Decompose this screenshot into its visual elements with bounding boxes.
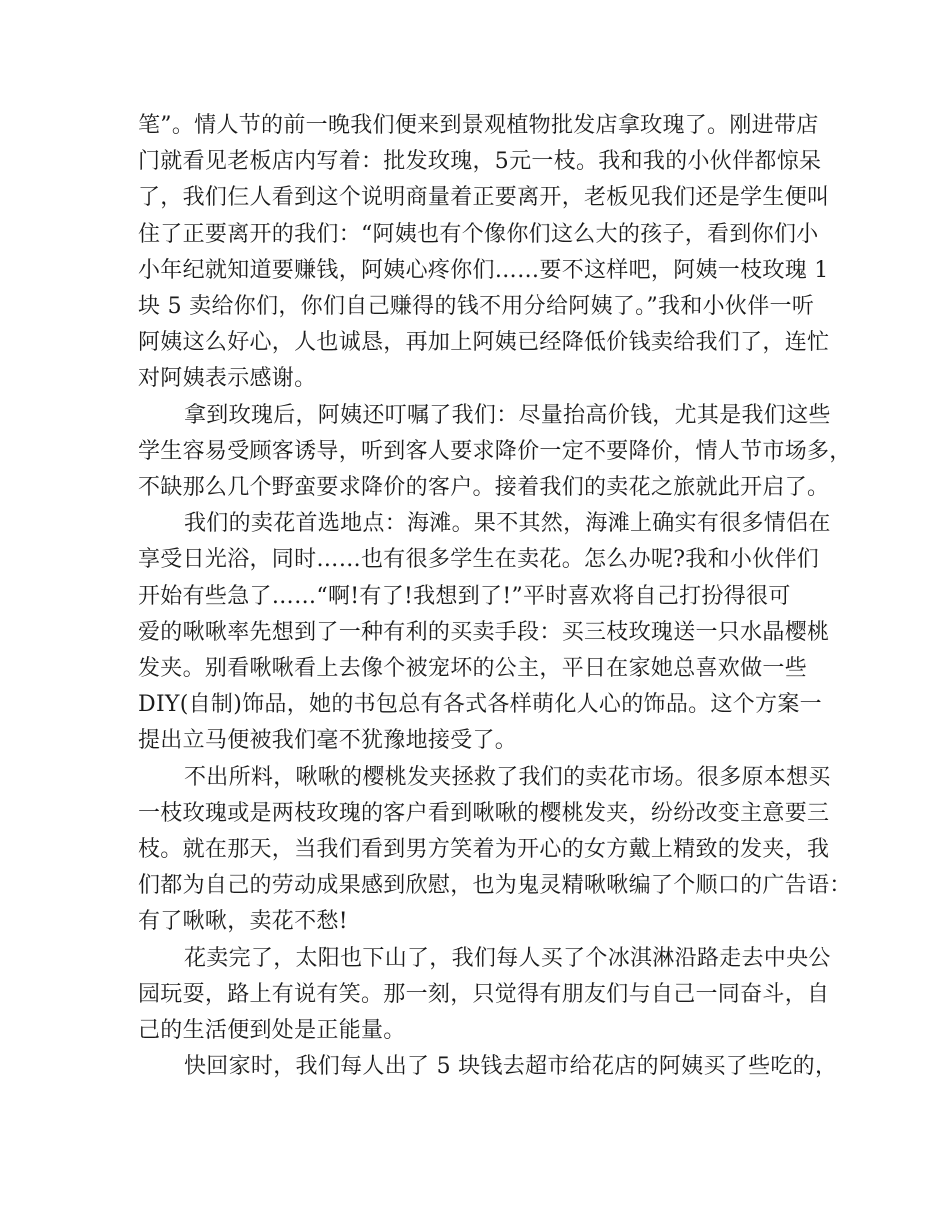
text-line: 有了啾啾，卖花不愁! [138, 909, 348, 935]
text-line: 门就看见老板店内写着：批发玫瑰，5元一枝。我和我的小伙伴都惊呆 [138, 149, 822, 175]
paragraph [138, 1049, 838, 1085]
text-line: 不出所料，啾啾的樱桃发夹拯救了我们的卖花市场。很多原本想买 [184, 764, 831, 790]
text-line: 拿到玫瑰后，阿姨还叮嘱了我们：尽量抬高价钱，尤其是我们这些 [184, 402, 831, 428]
text-line: 己的生活便到处是正能量。 [138, 1018, 406, 1044]
text-line: 了，我们仨人看到这个说明商量着正要离开，老板见我们还是学生便叫 [138, 185, 830, 211]
text-line: 快回家时，我们每人出了 5 块钱去超市给花店的阿姨买了些吃的， [184, 1054, 838, 1080]
text-line: 们都为自己的劳动成果感到欣慰，也为鬼灵精啾啾编了个顺口的广告语： [138, 873, 852, 899]
text-line: 阿姨这么好心，人也诚恳，再加上阿姨已经降低价钱卖给我们了，连忙 [138, 330, 830, 356]
text-line: 一枝玫瑰或是两枝玫瑰的客户看到啾啾的樱桃发夹，纷纷改变主意要三 [138, 800, 830, 826]
paragraph [138, 506, 831, 759]
paragraph [138, 108, 828, 398]
paragraph [138, 398, 852, 507]
body-text [138, 108, 852, 1085]
text-line: 对阿姨表示感谢。 [138, 366, 317, 392]
text-line: 枝。就在那天，当我们看到男方笑着为开心的女方戴上精致的发夹，我 [138, 837, 830, 863]
text-line: 开始有些急了……“啊!有了!我想到了!”平时喜欢将自己打扮得很可 [138, 583, 791, 609]
text-line: 我们的卖花首选地点：海滩。果不其然，海滩上确实有很多情侣在 [184, 511, 831, 537]
text-line: 园玩耍，路上有说有笑。那一刻，只觉得有朋友们与自己一同奋斗，自 [138, 981, 830, 1007]
text-line: 笔”。情人节的前一晚我们便来到景观植物批发店拿玫瑰了。刚进带店 [138, 113, 819, 138]
text-line: 不缺那么几个野蛮要求降价的客户。接着我们的卖花之旅就此开启了。 [138, 475, 830, 501]
text-line: 住了正要离开的我们：“阿姨也有个像你们这么大的孩子，看到你们小 [138, 221, 819, 247]
text-line: 享受日光浴，同时……也有很多学生在卖花。怎么办呢?我和小伙伴们 [138, 547, 820, 573]
paragraph [138, 760, 852, 941]
text-line: 块 5 卖给你们，你们自己赚得的钱不用分给阿姨了。”我和小伙伴一听 [138, 294, 815, 320]
text-line: 爱的啾啾率先想到了一种有利的买卖手段：买三枝玫瑰送一只水晶樱桃 [138, 619, 830, 645]
text-line: 学生容易受顾客诱导，听到客人要求降价一定不要降价，情人节市场多， [138, 438, 852, 464]
text-line: 花卖完了，太阳也下山了，我们每人买了个冰淇淋沿路走去中央公 [184, 945, 831, 971]
text-line: DIY(自制)饰品，她的书包总有各式各样萌化人心的饰品。这个方案一 [138, 692, 822, 718]
paragraph [138, 941, 831, 1050]
text-line: 提出立马便被我们毫不犹豫地接受了。 [138, 728, 518, 754]
text-line: 小年纪就知道要赚钱，阿姨心疼你们……要不这样吧，阿姨一枝玫瑰 1 [138, 257, 829, 283]
text-line: 发夹。别看啾啾看上去像个被宠坏的公主，平日在家她总喜欢做一些 [138, 656, 808, 682]
